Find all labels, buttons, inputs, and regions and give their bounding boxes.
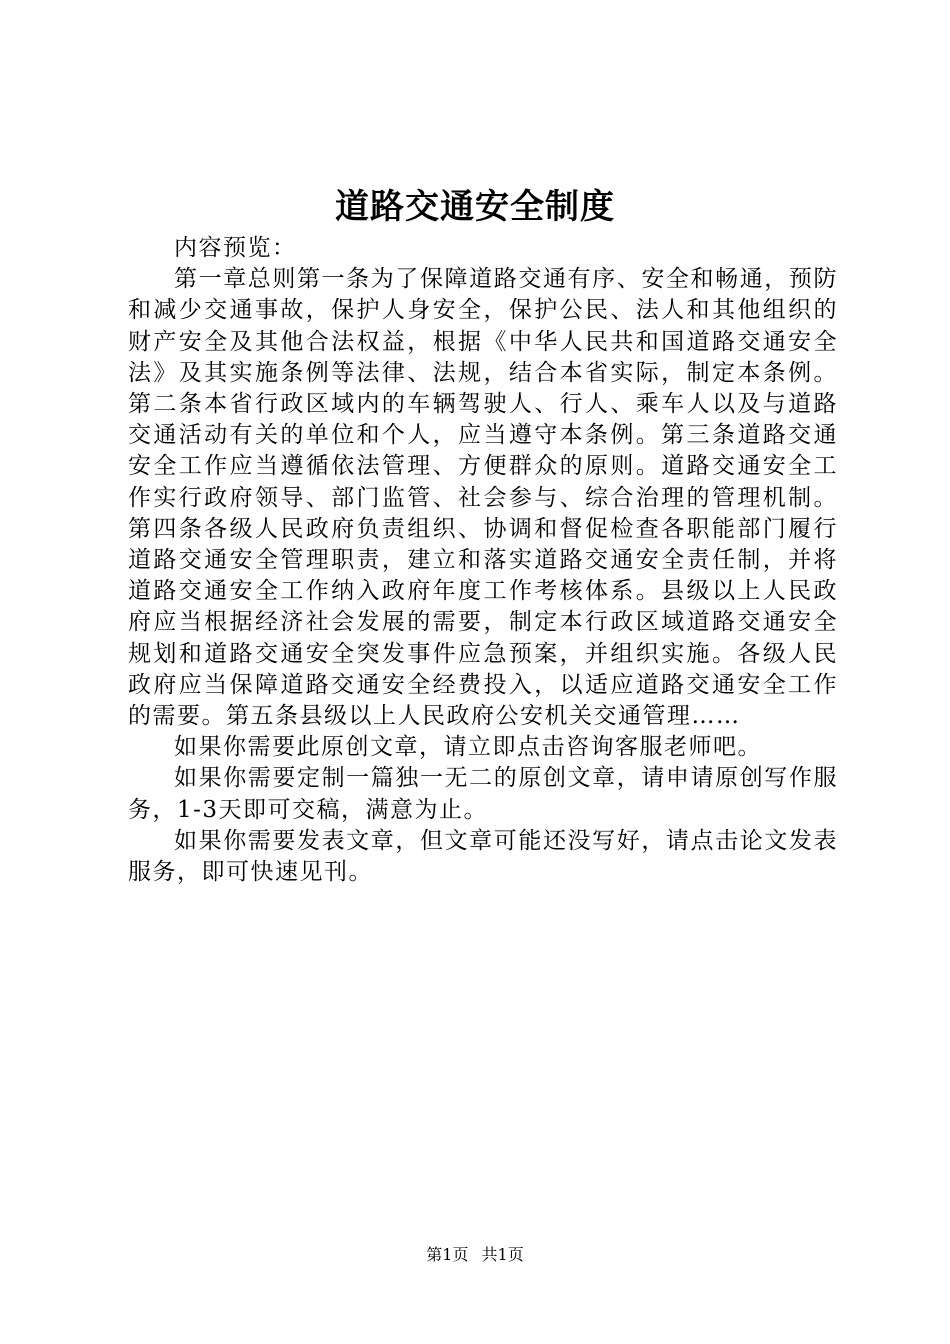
- promo-paragraph-custom: 如果你需要定制一篇独一无二的原创文章，请申请原创写作服务，1-3天即可交稿，满意为止。: [128, 765, 838, 823]
- main-paragraph: 第一章总则第一条为了保障道路交通有序、安全和畅通，预防和减少交通事故，保护人身安全，保护公民、法人和其他组织的财产安全及其他合法权益，根据《中华人民共和国道路交通安全法》及其实施条例等法律、法规，结合本省实际，制定本条例。第二条本省行政区域内的车辆驾驶人、行人、乘车人以及与道路交通活动有关的单位和个人，应当遵守本条例。第三条道路交通安全工作应当遵循依法管理、方便群众的原则。道路交通安全工作实行政府领导、部门监管、社会参与、综合治理的管理机制。第四条各级人民政府负责组织、协调和督促检查各职能部门履行道路交通安全管理职责，建立和落实道路交通安全责任制，并将道路交通安全工作纳入政府年度工作考核体系。县级以上人民政府应当根据经济社会发展的需要，制定本行政区域道路交通安全规划和道路交通安全突发事件应急预案，并组织实施。各级人民政府应当保障道路交通安全经费投入，以适应道路交通安全工作的需要。第五条县级以上人民政府公安机关交通管理……: [128, 266, 838, 730]
- page-number: 第1页: [426, 1245, 469, 1264]
- document-body: [128, 233, 838, 888]
- preview-label: 内容预览：: [174, 235, 297, 261]
- promo-paragraph-publish: 如果你需要发表文章，但文章可能还没写好，请点击论文发表服务，即可快速见刊。: [128, 827, 838, 886]
- document-title: 道路交通安全制度: [335, 187, 615, 227]
- promo-paragraph-original: 如果你需要此原创文章，请立即点击咨询客服老师吧。: [174, 734, 762, 761]
- page-total: 共1页: [481, 1245, 524, 1264]
- page-footer: [0, 1244, 950, 1266]
